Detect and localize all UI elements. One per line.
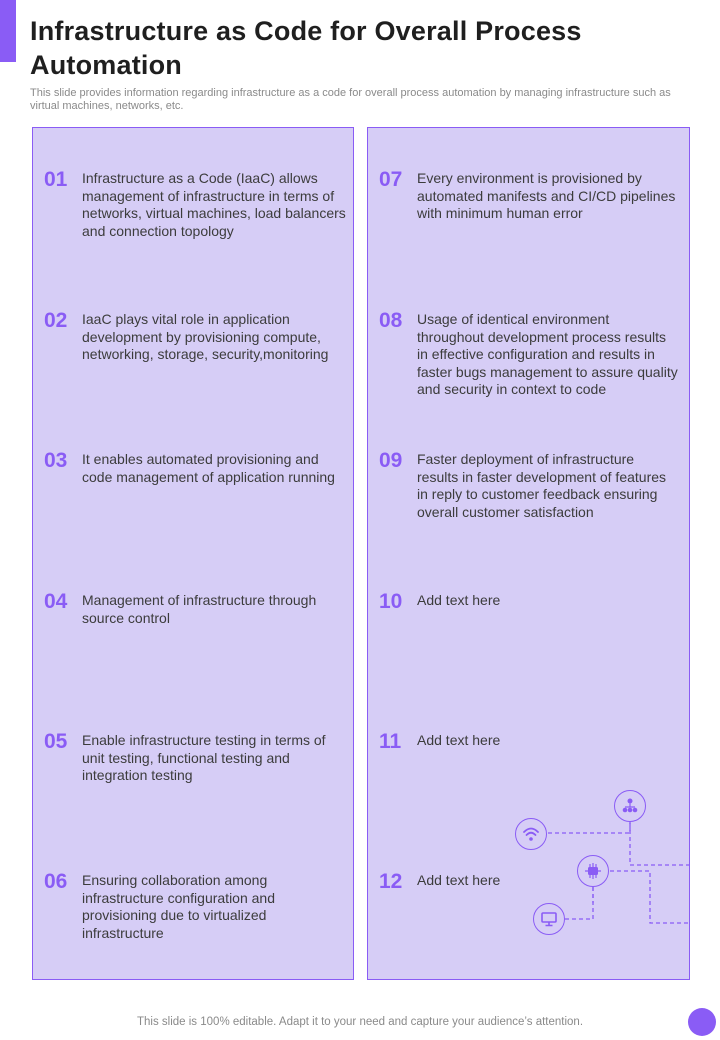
item-text: Infrastructure as a Code (IaaC) allows management of infrastructure in terms of networks, virtual machines, load balancers and connection topology	[82, 170, 346, 239]
item-text: Add text here	[417, 732, 501, 748]
item-text: Faster deployment of infrastructure results in faster development of features in reply to customer feedback ensuring overall customer satisfaction	[417, 451, 667, 520]
item-text: IaaC plays vital role in application development by provisioning compute, networking, storage, security,monitoring	[82, 311, 329, 363]
item-number: 02	[44, 309, 68, 332]
item-number: 08	[379, 309, 403, 332]
corner-dot	[688, 1008, 716, 1036]
accent-bar	[0, 0, 16, 62]
item-text: Every environment is provisioned by automated manifests and CI/CD pipelines with minimum human error	[417, 170, 676, 222]
item-number: 12	[379, 870, 403, 893]
item-text: Enable infrastructure testing in terms of unit testing, functional testing and integration testing	[82, 732, 326, 784]
item-number: 05	[44, 730, 68, 753]
item-text: It enables automated provisioning and code management of application running	[82, 451, 335, 485]
item-number: 11	[379, 730, 402, 753]
footer-text: This slide is 100% editable. Adapt it to your need and capture your audience’s attention.	[136, 1016, 584, 1028]
connector-line	[610, 871, 690, 923]
wifi-icon	[515, 818, 547, 850]
item-number: 01	[44, 168, 68, 191]
left-panel	[32, 127, 354, 980]
page-subtitle: This slide provides information regarding infrastructure as a code for overall process automation by managing infrastructure such as virtual machines, networks, etc.	[30, 87, 671, 112]
connector-line	[630, 823, 690, 865]
item-text: Management of infrastructure through source control	[82, 592, 317, 626]
item-number: 09	[379, 449, 403, 472]
page-title: Infrastructure as Code for Overall Process Automation	[30, 16, 582, 80]
monitor-icon	[533, 903, 565, 935]
item-text: Add text here	[417, 872, 501, 888]
hierarchy-icon	[614, 790, 646, 822]
item-text: Usage of identical environment throughout development process results in effective configuration and results in faster bugs management to assure quality and security in context to code	[417, 311, 678, 398]
item-number: 06	[44, 870, 68, 893]
item-number: 04	[44, 590, 68, 613]
item-number: 10	[379, 590, 403, 613]
connector-line	[565, 887, 593, 919]
item-number: 07	[379, 168, 403, 191]
item-number: 03	[44, 449, 68, 472]
cpu-chip-icon	[577, 855, 609, 887]
item-text: Ensuring collaboration among infrastructure configuration and provisioning due to virtualized infrastructure	[82, 872, 275, 941]
network-graphic	[500, 785, 720, 945]
item-text: Add text here	[417, 592, 501, 608]
